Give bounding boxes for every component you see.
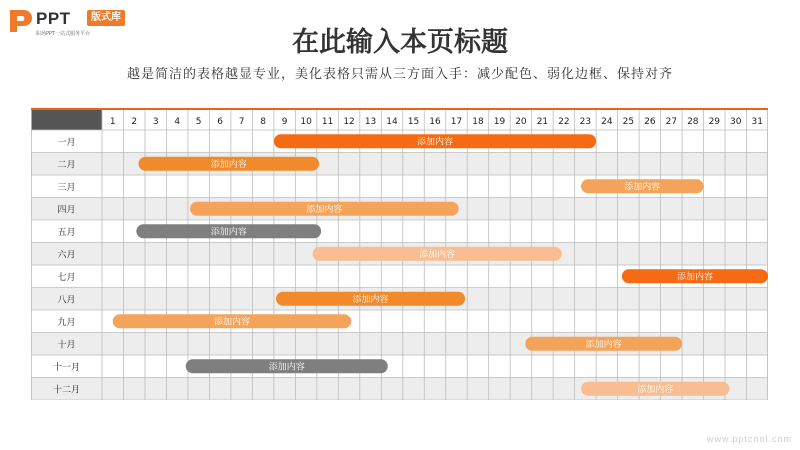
- month-label: 六月: [57, 250, 76, 261]
- day-header-label: 20: [515, 117, 527, 127]
- header-background: [31, 110, 768, 130]
- day-header-label: 21: [536, 117, 549, 127]
- month-label: 五月: [57, 227, 76, 238]
- gantt-bar-label: 添加内容: [352, 295, 389, 306]
- day-header-label: 8: [260, 117, 266, 127]
- month-label: 十二月: [52, 385, 81, 396]
- header-corner-cell: [31, 110, 102, 130]
- day-header-label: 6: [217, 117, 224, 127]
- day-header-label: 4: [174, 117, 181, 127]
- table-row-bg: [31, 355, 768, 378]
- gantt-bar-label: 添加内容: [210, 227, 247, 238]
- gantt-bar-label: 添加内容: [624, 182, 661, 193]
- day-header-label: 1: [109, 117, 116, 127]
- watermark: www.pptcool.com: [706, 434, 792, 444]
- day-header-label: 9: [281, 117, 288, 127]
- day-header-label: 27: [665, 117, 678, 127]
- month-label: 八月: [57, 295, 76, 306]
- day-header-label: 3: [152, 117, 159, 127]
- day-header-label: 17: [450, 117, 463, 127]
- gantt-bar-label: 添加内容: [585, 340, 622, 351]
- gantt-bar-label: 添加内容: [416, 137, 454, 148]
- day-header-label: 10: [300, 117, 312, 127]
- month-label: 十一月: [52, 362, 81, 373]
- day-header-label: 26: [644, 117, 656, 127]
- month-label: 九月: [57, 317, 76, 328]
- day-header-label: 31: [751, 117, 763, 127]
- logo-brand-text: PPT: [36, 9, 71, 28]
- gantt-table: [31, 108, 768, 400]
- gantt-bar-label: 添加内容: [419, 250, 456, 261]
- page-subtitle: 越是简洁的表格越显专业，美化表格只需从三方面入手：减少配色、弱化边框、保持对齐: [126, 67, 673, 82]
- logo-tagline: 职场PPT一站式服务平台: [36, 31, 91, 37]
- month-label: 二月: [57, 160, 76, 171]
- day-header-label: 19: [493, 117, 506, 127]
- day-header-label: 18: [472, 117, 484, 127]
- gantt-bar-label: 添加内容: [210, 160, 247, 171]
- day-header-label: 25: [622, 117, 635, 127]
- gantt-bar-label: 添加内容: [306, 205, 343, 216]
- logo-badge: 版式库: [87, 10, 125, 26]
- header-accent-line: [31, 108, 768, 110]
- day-header-label: 14: [386, 117, 398, 127]
- day-header-label: 15: [407, 117, 420, 127]
- day-header-label: 24: [601, 117, 613, 127]
- gantt-bar-label: 添加内容: [213, 317, 250, 328]
- day-header-label: 13: [364, 117, 377, 127]
- month-label: 一月: [57, 137, 76, 148]
- day-header-label: 7: [238, 117, 245, 127]
- day-header-label: 29: [708, 117, 721, 127]
- day-header-label: 30: [730, 117, 742, 127]
- month-label: 七月: [57, 272, 76, 283]
- day-header-label: 2: [131, 117, 138, 127]
- gantt-bar-label: 添加内容: [268, 362, 305, 373]
- day-header-label: 12: [343, 117, 355, 127]
- gantt-bar-label: 添加内容: [676, 272, 713, 283]
- day-header-label: 16: [429, 117, 441, 127]
- month-label: 十月: [57, 340, 76, 351]
- day-header-label: 5: [195, 117, 202, 127]
- month-label: 四月: [57, 205, 76, 216]
- day-header-label: 28: [687, 117, 699, 127]
- day-header-label: 11: [321, 117, 334, 127]
- gantt-svg: [31, 108, 768, 400]
- day-header-label: 22: [558, 117, 570, 127]
- page-title: 在此输入本页标题: [292, 27, 508, 58]
- month-label: 三月: [57, 182, 76, 193]
- gantt-bar-label: 添加内容: [637, 385, 674, 396]
- day-header-label: 23: [579, 117, 592, 127]
